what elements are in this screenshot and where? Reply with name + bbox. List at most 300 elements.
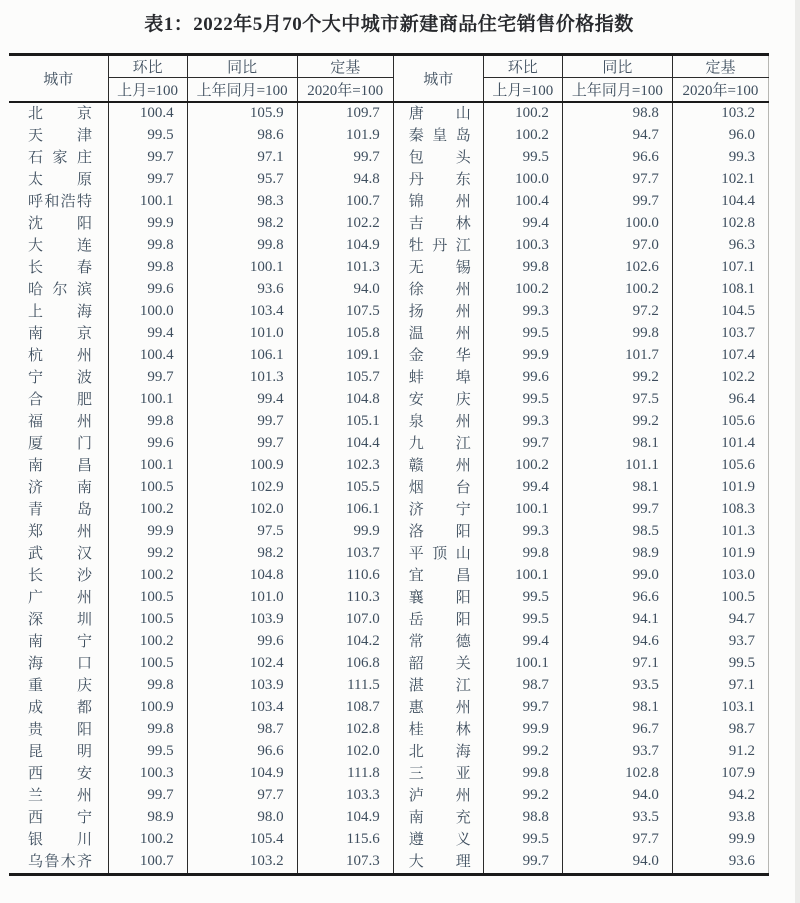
- index-value: 110.6: [297, 565, 393, 587]
- index-value: 97.1: [672, 675, 768, 697]
- city-cell: [393, 213, 483, 235]
- index-value: 106.1: [187, 345, 297, 367]
- city-cell: [9, 102, 108, 125]
- index-value: 104.5: [672, 301, 768, 323]
- city-cell: [9, 587, 108, 609]
- index-value: 100.0: [483, 169, 562, 191]
- city-name: 牡丹江: [408, 237, 471, 254]
- index-value: 103.1: [672, 697, 768, 719]
- index-value: 98.7: [187, 719, 297, 741]
- header-yoy-base-right: 上年同月=100: [562, 78, 672, 102]
- table-row: [9, 169, 769, 191]
- city-name: 南宁: [28, 633, 92, 650]
- table-row: [9, 433, 769, 455]
- index-value: 107.5: [297, 301, 393, 323]
- index-value: 102.8: [562, 763, 672, 785]
- index-value: 101.3: [187, 367, 297, 389]
- city-name: 杭州: [28, 347, 92, 364]
- city-name: 北京: [28, 105, 92, 122]
- city-name: 西安: [28, 765, 92, 782]
- city-cell: [9, 719, 108, 741]
- index-value: 99.3: [483, 301, 562, 323]
- city-cell: [393, 741, 483, 763]
- city-cell: [393, 257, 483, 279]
- index-value: 100.7: [297, 191, 393, 213]
- index-value: 104.9: [297, 807, 393, 829]
- table-row: [9, 125, 769, 147]
- table-row: [9, 521, 769, 543]
- city-cell: [9, 257, 108, 279]
- index-value: 100.1: [108, 455, 187, 477]
- index-value: 98.7: [483, 675, 562, 697]
- city-cell: [393, 543, 483, 565]
- index-value: 101.0: [187, 587, 297, 609]
- city-cell: [9, 565, 108, 587]
- index-value: 98.8: [483, 807, 562, 829]
- table-row: [9, 807, 769, 829]
- city-cell: [9, 631, 108, 653]
- index-value: 99.5: [483, 389, 562, 411]
- index-value: 100.9: [108, 697, 187, 719]
- index-value: 102.0: [297, 741, 393, 763]
- index-value: 100.1: [483, 653, 562, 675]
- city-name: 长春: [28, 259, 92, 276]
- city-name: 无锡: [408, 259, 471, 276]
- city-cell: [9, 147, 108, 169]
- city-cell: [9, 609, 108, 631]
- city-cell: [393, 345, 483, 367]
- header-fixed-left: 定基: [297, 55, 393, 78]
- index-value: 99.0: [562, 565, 672, 587]
- index-value: 103.2: [187, 851, 297, 875]
- table-row: [9, 829, 769, 851]
- index-value: 103.3: [297, 785, 393, 807]
- city-name: 乌鲁木齐: [28, 853, 92, 870]
- index-value: 99.8: [187, 235, 297, 257]
- city-cell: [393, 102, 483, 125]
- index-value: 105.9: [187, 102, 297, 125]
- city-name: 大理: [408, 853, 471, 870]
- index-value: 99.8: [483, 257, 562, 279]
- index-value: 98.1: [562, 433, 672, 455]
- index-value: 102.4: [187, 653, 297, 675]
- table-row: [9, 367, 769, 389]
- index-value: 99.8: [108, 257, 187, 279]
- index-value: 101.0: [187, 323, 297, 345]
- index-value: 99.7: [483, 697, 562, 719]
- city-name: 太原: [28, 171, 92, 188]
- index-value: 100.1: [108, 191, 187, 213]
- city-name: 上海: [28, 303, 92, 320]
- city-cell: [393, 521, 483, 543]
- table-row: [9, 785, 769, 807]
- city-cell: [393, 697, 483, 719]
- table-row: [9, 609, 769, 631]
- city-name: 泉州: [408, 413, 471, 430]
- index-value: 96.6: [562, 587, 672, 609]
- index-value: 99.9: [108, 521, 187, 543]
- header-city-left: 城市: [9, 55, 108, 102]
- index-value: 100.2: [108, 829, 187, 851]
- city-name: 常德: [408, 633, 471, 650]
- table-header: [9, 55, 769, 102]
- index-value: 95.7: [187, 169, 297, 191]
- index-value: 99.2: [483, 741, 562, 763]
- city-cell: [9, 851, 108, 875]
- city-name: 九江: [408, 435, 471, 452]
- table-row: [9, 719, 769, 741]
- city-name: 湛江: [408, 677, 471, 694]
- city-cell: [393, 829, 483, 851]
- city-cell: [9, 213, 108, 235]
- city-cell: [9, 301, 108, 323]
- city-name: 宜昌: [408, 567, 471, 584]
- header-fixed-right: 定基: [672, 55, 768, 78]
- index-value: 102.9: [187, 477, 297, 499]
- index-value: 99.5: [483, 587, 562, 609]
- index-value: 99.4: [108, 323, 187, 345]
- city-name: 南昌: [28, 457, 92, 474]
- index-value: 104.4: [672, 191, 768, 213]
- city-cell: [393, 609, 483, 631]
- city-name: 银川: [28, 831, 92, 848]
- index-value: 100.2: [562, 279, 672, 301]
- index-value: 99.8: [483, 543, 562, 565]
- index-value: 99.7: [562, 499, 672, 521]
- index-value: 107.4: [672, 345, 768, 367]
- table-row: [9, 213, 769, 235]
- index-value: 105.7: [297, 367, 393, 389]
- index-value: 93.7: [562, 741, 672, 763]
- index-value: 97.7: [562, 829, 672, 851]
- index-value: 105.6: [672, 455, 768, 477]
- index-value: 105.4: [187, 829, 297, 851]
- index-value: 94.2: [672, 785, 768, 807]
- index-value: 100.9: [187, 455, 297, 477]
- index-value: 99.6: [108, 433, 187, 455]
- city-name: 韶关: [408, 655, 471, 672]
- city-cell: [393, 411, 483, 433]
- index-value: 100.7: [108, 851, 187, 875]
- index-value: 99.8: [483, 763, 562, 785]
- index-value: 101.1: [562, 455, 672, 477]
- table-row: [9, 675, 769, 697]
- index-value: 99.5: [108, 125, 187, 147]
- index-value: 100.0: [562, 213, 672, 235]
- city-name: 广州: [28, 589, 92, 606]
- index-value: 99.2: [562, 411, 672, 433]
- index-value: 93.8: [672, 807, 768, 829]
- city-name: 温州: [408, 325, 471, 342]
- index-value: 97.7: [187, 785, 297, 807]
- index-value: 99.7: [108, 785, 187, 807]
- index-value: 103.4: [187, 301, 297, 323]
- city-name: 青岛: [28, 501, 92, 518]
- index-value: 108.3: [672, 499, 768, 521]
- index-value: 102.2: [672, 367, 768, 389]
- index-value: 109.1: [297, 345, 393, 367]
- header-mom-right: 环比: [483, 55, 562, 78]
- city-cell: [9, 345, 108, 367]
- city-cell: [393, 763, 483, 785]
- index-value: 93.6: [672, 851, 768, 875]
- index-value: 109.7: [297, 102, 393, 125]
- index-value: 107.9: [672, 763, 768, 785]
- city-cell: [9, 675, 108, 697]
- city-name: 唐山: [408, 105, 471, 122]
- index-value: 99.7: [483, 433, 562, 455]
- table-row: [9, 323, 769, 345]
- index-value: 93.6: [187, 279, 297, 301]
- city-cell: [9, 543, 108, 565]
- city-cell: [9, 829, 108, 851]
- index-value: 99.9: [483, 345, 562, 367]
- table-row: [9, 301, 769, 323]
- city-cell: [393, 235, 483, 257]
- index-value: 104.8: [297, 389, 393, 411]
- index-value: 101.3: [672, 521, 768, 543]
- index-value: 101.9: [672, 543, 768, 565]
- index-value: 99.9: [672, 829, 768, 851]
- header-fixed-base-left: 2020年=100: [297, 78, 393, 102]
- city-name: 赣州: [408, 457, 471, 474]
- index-value: 102.8: [297, 719, 393, 741]
- city-cell: [393, 631, 483, 653]
- table-row: [9, 477, 769, 499]
- city-cell: [393, 719, 483, 741]
- city-cell: [393, 565, 483, 587]
- city-name: 徐州: [408, 281, 471, 298]
- screenshot-edge: [795, 0, 800, 903]
- table-row: [9, 631, 769, 653]
- index-value: 103.9: [187, 609, 297, 631]
- table-row: [9, 389, 769, 411]
- city-cell: [393, 433, 483, 455]
- city-name: 大连: [28, 237, 92, 254]
- index-value: 96.7: [562, 719, 672, 741]
- index-value: 100.4: [483, 191, 562, 213]
- table-row: [9, 102, 769, 125]
- city-name: 济宁: [408, 501, 471, 518]
- index-value: 99.8: [562, 323, 672, 345]
- table-row: [9, 587, 769, 609]
- city-name: 包头: [408, 149, 471, 166]
- table-row: [9, 345, 769, 367]
- index-value: 100.5: [108, 653, 187, 675]
- index-value: 106.1: [297, 499, 393, 521]
- index-value: 98.1: [562, 477, 672, 499]
- index-value: 99.7: [483, 851, 562, 875]
- city-name: 平顶山: [408, 545, 471, 562]
- city-cell: [393, 367, 483, 389]
- index-value: 99.7: [108, 169, 187, 191]
- index-value: 103.2: [672, 102, 768, 125]
- index-value: 99.4: [483, 213, 562, 235]
- city-name: 石家庄: [28, 149, 92, 166]
- city-name: 天津: [28, 127, 92, 144]
- index-value: 102.8: [672, 213, 768, 235]
- table-row: [9, 279, 769, 301]
- city-cell: [9, 125, 108, 147]
- index-value: 102.6: [562, 257, 672, 279]
- city-name: 北海: [408, 743, 471, 760]
- index-value: 100.5: [108, 587, 187, 609]
- city-name: 蚌埠: [408, 369, 471, 386]
- index-value: 94.7: [672, 609, 768, 631]
- index-value: 99.3: [483, 411, 562, 433]
- index-value: 103.9: [187, 675, 297, 697]
- index-value: 99.9: [297, 521, 393, 543]
- index-value: 102.2: [297, 213, 393, 235]
- index-value: 105.8: [297, 323, 393, 345]
- city-cell: [393, 477, 483, 499]
- city-name: 长沙: [28, 567, 92, 584]
- index-value: 93.5: [562, 807, 672, 829]
- city-cell: [9, 411, 108, 433]
- index-value: 100.0: [108, 301, 187, 323]
- index-value: 94.8: [297, 169, 393, 191]
- city-name: 岳阳: [408, 611, 471, 628]
- index-value: 99.4: [187, 389, 297, 411]
- header-yoy-right: 同比: [562, 55, 672, 78]
- city-cell: [393, 851, 483, 875]
- city-cell: [393, 191, 483, 213]
- index-value: 100.2: [108, 631, 187, 653]
- city-cell: [9, 785, 108, 807]
- index-value: 99.6: [187, 631, 297, 653]
- index-value: 99.7: [187, 411, 297, 433]
- index-value: 102.0: [187, 499, 297, 521]
- index-value: 99.9: [483, 719, 562, 741]
- index-value: 99.4: [483, 477, 562, 499]
- index-value: 100.5: [108, 477, 187, 499]
- index-value: 99.8: [108, 719, 187, 741]
- index-value: 99.6: [108, 279, 187, 301]
- city-cell: [393, 807, 483, 829]
- index-value: 111.5: [297, 675, 393, 697]
- header-yoy-left: 同比: [187, 55, 297, 78]
- table-body: [9, 102, 769, 875]
- header-fixed-base-right: 2020年=100: [672, 78, 768, 102]
- city-name: 呼和浩特: [28, 193, 92, 210]
- city-cell: [393, 125, 483, 147]
- index-value: 98.2: [187, 213, 297, 235]
- index-value: 108.1: [672, 279, 768, 301]
- table-row: [9, 741, 769, 763]
- table-row: [9, 653, 769, 675]
- index-value: 97.0: [562, 235, 672, 257]
- city-cell: [393, 587, 483, 609]
- city-name: 吉林: [408, 215, 471, 232]
- index-value: 97.1: [562, 653, 672, 675]
- index-value: 105.6: [672, 411, 768, 433]
- index-value: 98.7: [672, 719, 768, 741]
- city-name: 兰州: [28, 787, 92, 804]
- city-name: 丹东: [408, 171, 471, 188]
- city-cell: [9, 433, 108, 455]
- index-value: 107.0: [297, 609, 393, 631]
- city-name: 济南: [28, 479, 92, 496]
- table-row: [9, 851, 769, 875]
- city-name: 武汉: [28, 545, 92, 562]
- index-value: 104.9: [297, 235, 393, 257]
- index-value: 96.0: [672, 125, 768, 147]
- index-value: 98.0: [187, 807, 297, 829]
- index-value: 93.5: [562, 675, 672, 697]
- city-cell: [9, 697, 108, 719]
- city-cell: [9, 741, 108, 763]
- city-name: 秦皇岛: [408, 127, 471, 144]
- city-name: 郑州: [28, 523, 92, 540]
- index-value: 94.0: [562, 851, 672, 875]
- index-value: 99.7: [108, 367, 187, 389]
- index-value: 103.7: [672, 323, 768, 345]
- index-value: 94.0: [297, 279, 393, 301]
- index-value: 98.9: [562, 543, 672, 565]
- index-value: 96.4: [672, 389, 768, 411]
- header-mom-base-left: 上月=100: [108, 78, 187, 102]
- index-value: 100.3: [483, 235, 562, 257]
- city-name: 金华: [408, 347, 471, 364]
- price-index-table: [9, 53, 769, 876]
- index-value: 100.1: [108, 389, 187, 411]
- header-row-group: [9, 55, 769, 78]
- index-value: 105.1: [297, 411, 393, 433]
- city-cell: [393, 675, 483, 697]
- city-name: 合肥: [28, 391, 92, 408]
- index-value: 98.1: [562, 697, 672, 719]
- index-value: 101.4: [672, 433, 768, 455]
- index-value: 101.9: [297, 125, 393, 147]
- city-name: 贵阳: [28, 721, 92, 738]
- index-value: 91.2: [672, 741, 768, 763]
- index-value: 94.1: [562, 609, 672, 631]
- city-name: 桂林: [408, 721, 471, 738]
- index-value: 105.5: [297, 477, 393, 499]
- index-value: 101.9: [672, 477, 768, 499]
- city-cell: [9, 763, 108, 785]
- city-cell: [393, 499, 483, 521]
- index-value: 101.3: [297, 257, 393, 279]
- city-cell: [9, 389, 108, 411]
- city-name: 哈尔滨: [28, 281, 92, 298]
- city-name: 海口: [28, 655, 92, 672]
- index-value: 98.6: [187, 125, 297, 147]
- city-name: 遵义: [408, 831, 471, 848]
- header-mom-base-right: 上月=100: [483, 78, 562, 102]
- city-name: 扬州: [408, 303, 471, 320]
- index-value: 100.1: [187, 257, 297, 279]
- city-name: 惠州: [408, 699, 471, 716]
- city-name: 福州: [28, 413, 92, 430]
- index-value: 99.7: [187, 433, 297, 455]
- index-value: 98.8: [562, 102, 672, 125]
- table-row: [9, 763, 769, 785]
- index-value: 96.6: [562, 147, 672, 169]
- table-row: [9, 697, 769, 719]
- index-value: 102.1: [672, 169, 768, 191]
- city-cell: [393, 169, 483, 191]
- index-value: 110.3: [297, 587, 393, 609]
- index-value: 108.7: [297, 697, 393, 719]
- index-value: 99.3: [672, 147, 768, 169]
- index-value: 102.3: [297, 455, 393, 477]
- index-value: 94.6: [562, 631, 672, 653]
- index-value: 103.7: [297, 543, 393, 565]
- index-value: 100.2: [483, 125, 562, 147]
- index-value: 107.1: [672, 257, 768, 279]
- index-value: 97.5: [187, 521, 297, 543]
